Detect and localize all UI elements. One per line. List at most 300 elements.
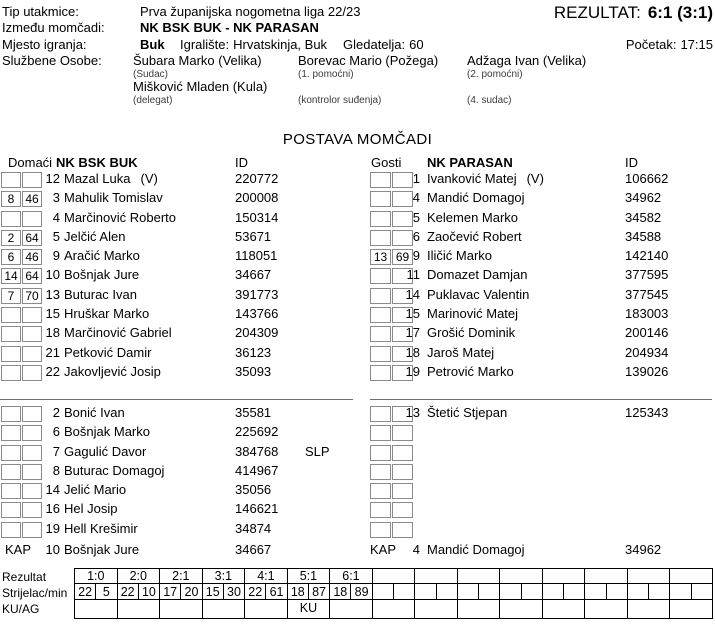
player-row bbox=[0, 345, 356, 364]
score-cell bbox=[500, 569, 542, 584]
field-label-mjesto-igranja: Mjesto igranja: bbox=[2, 37, 87, 52]
player-id: 34667 bbox=[235, 267, 272, 283]
competition-name: Prva županijska nogometna liga 22/23 bbox=[140, 4, 361, 19]
minute-cell bbox=[606, 584, 627, 599]
player-number: 21 bbox=[45, 344, 60, 360]
player-name: Buturac Domagoj bbox=[64, 462, 165, 478]
player-id: 377545 bbox=[625, 286, 669, 302]
sub-number-box: 14 bbox=[1, 268, 21, 284]
result-column bbox=[669, 569, 712, 618]
player-row bbox=[0, 325, 356, 344]
player-number: 6 bbox=[412, 228, 420, 244]
player-row bbox=[0, 364, 356, 383]
player-number: 9 bbox=[412, 248, 420, 264]
sub-minute-box bbox=[392, 483, 413, 499]
player-row bbox=[370, 325, 715, 344]
player-row bbox=[370, 482, 715, 501]
score-cell: 2:1 bbox=[160, 569, 202, 584]
sub-number-box bbox=[370, 346, 391, 362]
player-id: 150314 bbox=[235, 209, 279, 225]
scorer-minute-cells bbox=[543, 584, 585, 600]
player-row bbox=[370, 267, 715, 286]
results-table bbox=[74, 568, 713, 619]
official-name: Adžaga Ivan (Velika) bbox=[467, 53, 587, 68]
player-name: Kelemen Marko bbox=[427, 209, 519, 225]
sub-number-box bbox=[370, 445, 391, 461]
scorer-minute-cells bbox=[160, 584, 202, 600]
player-id: 142140 bbox=[625, 248, 669, 264]
player-name: Hruškar Marko bbox=[64, 306, 150, 322]
player-id: 35056 bbox=[235, 482, 272, 498]
player-name: Jaroš Matej bbox=[427, 344, 495, 360]
player-row bbox=[370, 405, 715, 424]
result-value: 6:1 (3:1) bbox=[647, 3, 713, 22]
scorer-cell bbox=[373, 584, 393, 599]
result-label: REZULTAT: bbox=[553, 3, 641, 22]
away-team-name: NK PARASAN bbox=[427, 155, 513, 170]
score-cell bbox=[458, 569, 500, 584]
results-row-label-ku-ag: KU/AG bbox=[2, 602, 40, 616]
result-column bbox=[329, 569, 372, 618]
player-number: 4 bbox=[52, 209, 60, 225]
official-role: (4. sudac) bbox=[467, 95, 512, 106]
player-row bbox=[370, 171, 715, 190]
sub-number-box bbox=[1, 172, 21, 188]
ku-ag-cell bbox=[458, 600, 500, 618]
player-number: 9 bbox=[52, 248, 60, 264]
ku-ag-cell: KU bbox=[299, 601, 318, 615]
player-name: Iličić Marko bbox=[427, 248, 493, 264]
official-role: (Sudac) bbox=[133, 69, 169, 80]
captain-label: KAP bbox=[5, 542, 32, 557]
minute-cell bbox=[648, 584, 669, 599]
away-id-header: ID bbox=[625, 155, 638, 170]
player-number: 22 bbox=[45, 363, 60, 379]
scorer-cell: 17 bbox=[163, 585, 178, 599]
sub-minute-box: 64 bbox=[22, 268, 42, 284]
player-name: Puklavac Valentin bbox=[427, 286, 530, 302]
scorer-minute-cells bbox=[670, 584, 712, 600]
player-number: 4 bbox=[412, 542, 420, 557]
score-cell: 3:1 bbox=[203, 569, 245, 584]
player-number: 10 bbox=[45, 542, 60, 557]
sub-minute-box bbox=[392, 445, 413, 461]
player-row bbox=[370, 306, 715, 325]
player-id: 53671 bbox=[235, 228, 272, 244]
sub-number-box bbox=[370, 502, 391, 518]
scorer-cell bbox=[670, 584, 690, 599]
player-name: Marinović Matej bbox=[427, 306, 519, 322]
attendance-field bbox=[343, 37, 424, 52]
score-cell bbox=[373, 569, 415, 584]
player-name: Domazet Damjan bbox=[427, 267, 528, 283]
sub-number-box bbox=[1, 307, 21, 323]
player-number: 11 bbox=[406, 267, 420, 283]
ku-ag-cell bbox=[585, 600, 627, 618]
player-row bbox=[370, 229, 715, 248]
player-number: 7 bbox=[52, 443, 60, 459]
official-4 bbox=[298, 79, 381, 106]
player-name: Hell Krešimir bbox=[64, 520, 138, 536]
player-row bbox=[0, 444, 356, 463]
sub-number-box bbox=[1, 346, 21, 362]
ku-ag-cell bbox=[118, 600, 160, 618]
player-id: 377595 bbox=[625, 267, 669, 283]
player-id: 220772 bbox=[235, 171, 279, 186]
sub-number-box: 7 bbox=[1, 288, 21, 304]
player-name: Mahulik Tomislav bbox=[64, 190, 163, 206]
player-id: 36123 bbox=[235, 344, 272, 360]
player-name: Mazal Luka (V) bbox=[64, 171, 158, 186]
player-id: 125343 bbox=[625, 405, 669, 420]
result-column bbox=[414, 569, 457, 618]
sub-number-box: 2 bbox=[1, 230, 21, 246]
scorer-minute-cells bbox=[203, 584, 245, 600]
player-id: 204309 bbox=[235, 325, 279, 341]
player-row bbox=[0, 501, 356, 520]
player-id: 384768 bbox=[235, 443, 279, 459]
ku-ag-cell bbox=[330, 600, 372, 618]
score-cell: 1:0 bbox=[75, 569, 117, 584]
player-name: Grošić Dominik bbox=[427, 325, 516, 341]
score-cell bbox=[415, 569, 457, 584]
score-cell bbox=[543, 569, 585, 584]
score-cell: 6:1 bbox=[330, 569, 372, 584]
kickoff-label: Početak: bbox=[625, 37, 677, 52]
official-role: (2. pomoćni) bbox=[467, 69, 523, 80]
sub-number-box bbox=[1, 425, 21, 441]
player-row bbox=[370, 501, 715, 520]
official-name: Borevac Mario (Požega) bbox=[298, 53, 439, 68]
sub-minute-box: 46 bbox=[22, 191, 42, 207]
field-label-izmedju-momcadi: Između momčadi: bbox=[2, 20, 105, 35]
scorer-cell bbox=[585, 584, 605, 599]
result-column bbox=[627, 569, 670, 618]
player-name: Gagulić Davor bbox=[64, 443, 147, 459]
scorer-cell bbox=[500, 584, 520, 599]
sub-number-box bbox=[1, 483, 21, 499]
player-number: 15 bbox=[45, 306, 60, 322]
player-number: 4 bbox=[412, 190, 420, 206]
player-number: 14 bbox=[405, 286, 420, 302]
player-number: 16 bbox=[45, 501, 60, 517]
ku-ag-cell bbox=[75, 600, 117, 618]
player-number: 13 bbox=[45, 286, 60, 302]
official-0 bbox=[133, 53, 262, 80]
sub-number-box bbox=[370, 464, 391, 480]
player-name: Petković Damir bbox=[64, 344, 152, 360]
kickoff-value: 17:15 bbox=[680, 37, 713, 52]
player-row bbox=[0, 306, 356, 325]
result-column bbox=[287, 569, 330, 618]
player-name: Jelčić Alen bbox=[64, 228, 126, 244]
player-number: 5 bbox=[52, 228, 60, 244]
minute-cell: 30 bbox=[223, 584, 244, 599]
sub-number-box bbox=[370, 425, 391, 441]
scorer-minute-cells bbox=[118, 584, 160, 600]
player-id: 139026 bbox=[625, 363, 669, 379]
result-column bbox=[457, 569, 500, 618]
player-id: 225692 bbox=[235, 424, 279, 440]
player-id: 34588 bbox=[625, 228, 662, 244]
scorer-minute-cells bbox=[245, 584, 287, 600]
player-row bbox=[0, 190, 356, 209]
captain-label: KAP bbox=[370, 542, 397, 557]
player-id: 143766 bbox=[235, 306, 279, 322]
player-number: 2 bbox=[52, 405, 60, 420]
ku-ag-cell bbox=[500, 600, 542, 618]
home-captain-section bbox=[0, 542, 356, 561]
sub-number-box bbox=[370, 191, 391, 207]
sub-number-box bbox=[1, 464, 21, 480]
result-column bbox=[75, 569, 117, 618]
score-cell: 5:1 bbox=[288, 569, 330, 584]
player-id: 34874 bbox=[235, 520, 272, 536]
official-role: (kontrolor suđenja) bbox=[298, 95, 382, 106]
player-id: 35581 bbox=[235, 405, 272, 420]
sub-number-box bbox=[1, 522, 21, 538]
minute-cell: 61 bbox=[265, 584, 286, 599]
player-name: Marčinović Roberto bbox=[64, 209, 176, 225]
player-number: 19 bbox=[45, 520, 60, 536]
captain-marker: (V) bbox=[140, 171, 158, 186]
player-row bbox=[0, 424, 356, 443]
stadium-value: Hrvatskinja, Buk bbox=[233, 37, 328, 52]
official-2 bbox=[467, 53, 586, 80]
sub-number-box: 6 bbox=[1, 249, 21, 265]
home-substitutes-list bbox=[0, 405, 356, 540]
player-name: Bonić Ivan bbox=[64, 405, 125, 420]
ku-ag-cell bbox=[373, 600, 415, 618]
player-name: Bošnjak Marko bbox=[64, 424, 150, 440]
player-id: 34962 bbox=[625, 190, 662, 206]
player-row bbox=[0, 248, 356, 267]
minute-cell bbox=[393, 584, 414, 599]
player-number: 13 bbox=[405, 405, 420, 420]
sub-number-box bbox=[1, 502, 21, 518]
player-row bbox=[0, 267, 356, 286]
official-name: Mišković Mladen (Kula) bbox=[133, 79, 268, 94]
player-id: 200146 bbox=[625, 325, 669, 341]
player-row bbox=[370, 287, 715, 306]
player-number: 10 bbox=[45, 267, 60, 283]
sub-number-box bbox=[1, 445, 21, 461]
away-starters-list bbox=[370, 171, 715, 383]
minute-cell: 10 bbox=[138, 584, 159, 599]
ku-ag-cell bbox=[245, 600, 287, 618]
official-role: (delegat) bbox=[133, 95, 173, 106]
player-row bbox=[370, 364, 715, 383]
official-1 bbox=[298, 53, 438, 80]
player-row bbox=[0, 482, 356, 501]
result-column bbox=[202, 569, 245, 618]
official-5 bbox=[467, 79, 511, 106]
player-row bbox=[0, 521, 356, 540]
player-row bbox=[0, 463, 356, 482]
player-name: Mandić Domagoj bbox=[427, 542, 525, 557]
captain-row bbox=[370, 542, 715, 561]
away-captain-section bbox=[370, 542, 715, 561]
field-label-tip-utakmice: Tip utakmice: bbox=[2, 4, 79, 19]
result-column bbox=[372, 569, 415, 618]
captain-marker: (V) bbox=[526, 171, 544, 186]
sub-number-box: 8 bbox=[1, 191, 21, 207]
home-starters-list bbox=[0, 171, 356, 383]
result-header bbox=[554, 3, 713, 23]
minute-cell bbox=[563, 584, 584, 599]
scorer-cell: 22 bbox=[120, 585, 135, 599]
player-id: 204934 bbox=[625, 344, 669, 360]
player-number: 6 bbox=[52, 424, 60, 440]
player-id: 146621 bbox=[235, 501, 279, 517]
scorer-cell bbox=[628, 584, 648, 599]
home-id-header: ID bbox=[235, 155, 248, 170]
sub-minute-box: 46 bbox=[22, 249, 42, 265]
score-cell: 4:1 bbox=[245, 569, 287, 584]
scorer-cell bbox=[458, 584, 478, 599]
home-subs-divider bbox=[0, 399, 353, 400]
result-column bbox=[584, 569, 627, 618]
player-id: 34667 bbox=[235, 542, 272, 557]
sub-minute-box: 70 bbox=[22, 288, 42, 304]
scorer-minute-cells bbox=[415, 584, 457, 600]
player-name: Aračić Marko bbox=[64, 248, 140, 264]
scorer-minute-cells bbox=[330, 584, 372, 600]
player-name: Ivanković Matej (V) bbox=[427, 171, 544, 186]
sub-minute-box: 64 bbox=[22, 230, 42, 246]
official-3 bbox=[133, 79, 267, 106]
sub-number-box bbox=[1, 365, 21, 381]
player-row bbox=[370, 521, 715, 540]
player-note: SLP bbox=[305, 443, 330, 459]
player-number: 5 bbox=[412, 209, 420, 225]
official-name: Šubara Marko (Velika) bbox=[133, 53, 262, 68]
player-row bbox=[0, 171, 356, 190]
scorer-cell: 18 bbox=[333, 585, 348, 599]
player-row bbox=[370, 210, 715, 229]
home-side-label: Domaći bbox=[8, 155, 53, 170]
player-name: Zaočević Robert bbox=[427, 228, 522, 244]
player-number: 18 bbox=[405, 344, 420, 360]
kickoff-time bbox=[626, 37, 713, 52]
result-column bbox=[117, 569, 160, 618]
player-number: 14 bbox=[45, 482, 60, 498]
player-id: 183003 bbox=[625, 306, 669, 322]
scorer-cell bbox=[543, 584, 563, 599]
sub-number-box bbox=[370, 483, 391, 499]
result-column bbox=[542, 569, 585, 618]
minute-cell bbox=[478, 584, 499, 599]
score-cell bbox=[585, 569, 627, 584]
minute-cell bbox=[691, 584, 712, 599]
scorer-cell: 22 bbox=[78, 585, 93, 599]
player-row bbox=[370, 190, 715, 209]
away-substitutes-list bbox=[370, 405, 715, 540]
player-row bbox=[370, 345, 715, 364]
result-column bbox=[499, 569, 542, 618]
result-column bbox=[159, 569, 202, 618]
minute-cell: 87 bbox=[308, 584, 329, 599]
official-role: (1. pomoćni) bbox=[298, 69, 354, 80]
minute-cell: 89 bbox=[350, 584, 371, 599]
sub-number-box bbox=[1, 326, 21, 342]
stadium-field bbox=[180, 37, 327, 52]
scorer-cell: 18 bbox=[290, 585, 305, 599]
player-name: Jelić Mario bbox=[64, 482, 127, 498]
attendance-value: 60 bbox=[409, 37, 424, 52]
venue-city: Buk bbox=[140, 37, 165, 52]
scorer-minute-cells bbox=[628, 584, 670, 600]
player-id: 200008 bbox=[235, 190, 279, 206]
player-row bbox=[0, 210, 356, 229]
sub-number-box bbox=[370, 522, 391, 538]
minute-cell bbox=[521, 584, 542, 599]
away-side-label: Gosti bbox=[371, 155, 402, 170]
player-name: Petrović Marko bbox=[427, 363, 514, 379]
player-number: 8 bbox=[52, 462, 60, 478]
scorer-cell bbox=[415, 584, 435, 599]
player-id: 106662 bbox=[625, 171, 669, 186]
sub-number-box bbox=[370, 268, 391, 284]
scorer-minute-cells bbox=[288, 584, 330, 600]
scorer-minute-cells bbox=[500, 584, 542, 600]
player-number: 3 bbox=[52, 190, 60, 206]
scorer-minute-cells bbox=[75, 584, 117, 600]
player-row bbox=[0, 405, 356, 424]
player-number: 19 bbox=[405, 363, 420, 379]
sub-number-box: 13 bbox=[370, 249, 391, 265]
result-column bbox=[244, 569, 287, 618]
sub-number-box bbox=[1, 211, 21, 227]
sub-number-box bbox=[370, 172, 391, 188]
player-name: Štetić Stjepan bbox=[427, 405, 508, 420]
sub-number-box bbox=[370, 326, 391, 342]
score-cell bbox=[628, 569, 670, 584]
player-number: 15 bbox=[405, 306, 420, 322]
attendance-label: Gledatelja: bbox=[343, 37, 406, 52]
player-row bbox=[370, 463, 715, 482]
player-id: 391773 bbox=[235, 286, 279, 302]
score-cell bbox=[670, 569, 712, 584]
sub-minute-box bbox=[392, 464, 413, 480]
player-name: Marčinović Gabriel bbox=[64, 325, 172, 341]
player-name: Hel Josip bbox=[64, 501, 118, 517]
minute-cell: 20 bbox=[180, 584, 201, 599]
player-number: 17 bbox=[405, 325, 420, 341]
player-number: 12 bbox=[45, 171, 60, 186]
stadium-label: Igralište: bbox=[180, 37, 230, 52]
player-id: 35093 bbox=[235, 363, 272, 379]
field-label-sluzbene-osobe: Službene Osobe: bbox=[2, 53, 102, 68]
ku-ag-cell bbox=[203, 600, 245, 618]
player-id: 34962 bbox=[625, 542, 662, 557]
sub-number-box bbox=[370, 365, 391, 381]
sub-minute-box bbox=[392, 522, 413, 538]
ku-ag-cell bbox=[628, 600, 670, 618]
minute-cell: 5 bbox=[95, 584, 116, 599]
scorer-cell: 22 bbox=[248, 585, 263, 599]
player-row bbox=[0, 229, 356, 248]
minute-cell bbox=[436, 584, 457, 599]
section-title: POSTAVA MOMČADI bbox=[282, 131, 433, 148]
score-cell: 2:0 bbox=[118, 569, 160, 584]
player-row bbox=[0, 287, 356, 306]
sub-number-box bbox=[370, 406, 391, 422]
scorer-minute-cells bbox=[458, 584, 500, 600]
scorer-cell: 15 bbox=[205, 585, 220, 599]
player-number: 1 bbox=[412, 171, 420, 186]
player-id: 34582 bbox=[625, 209, 662, 225]
